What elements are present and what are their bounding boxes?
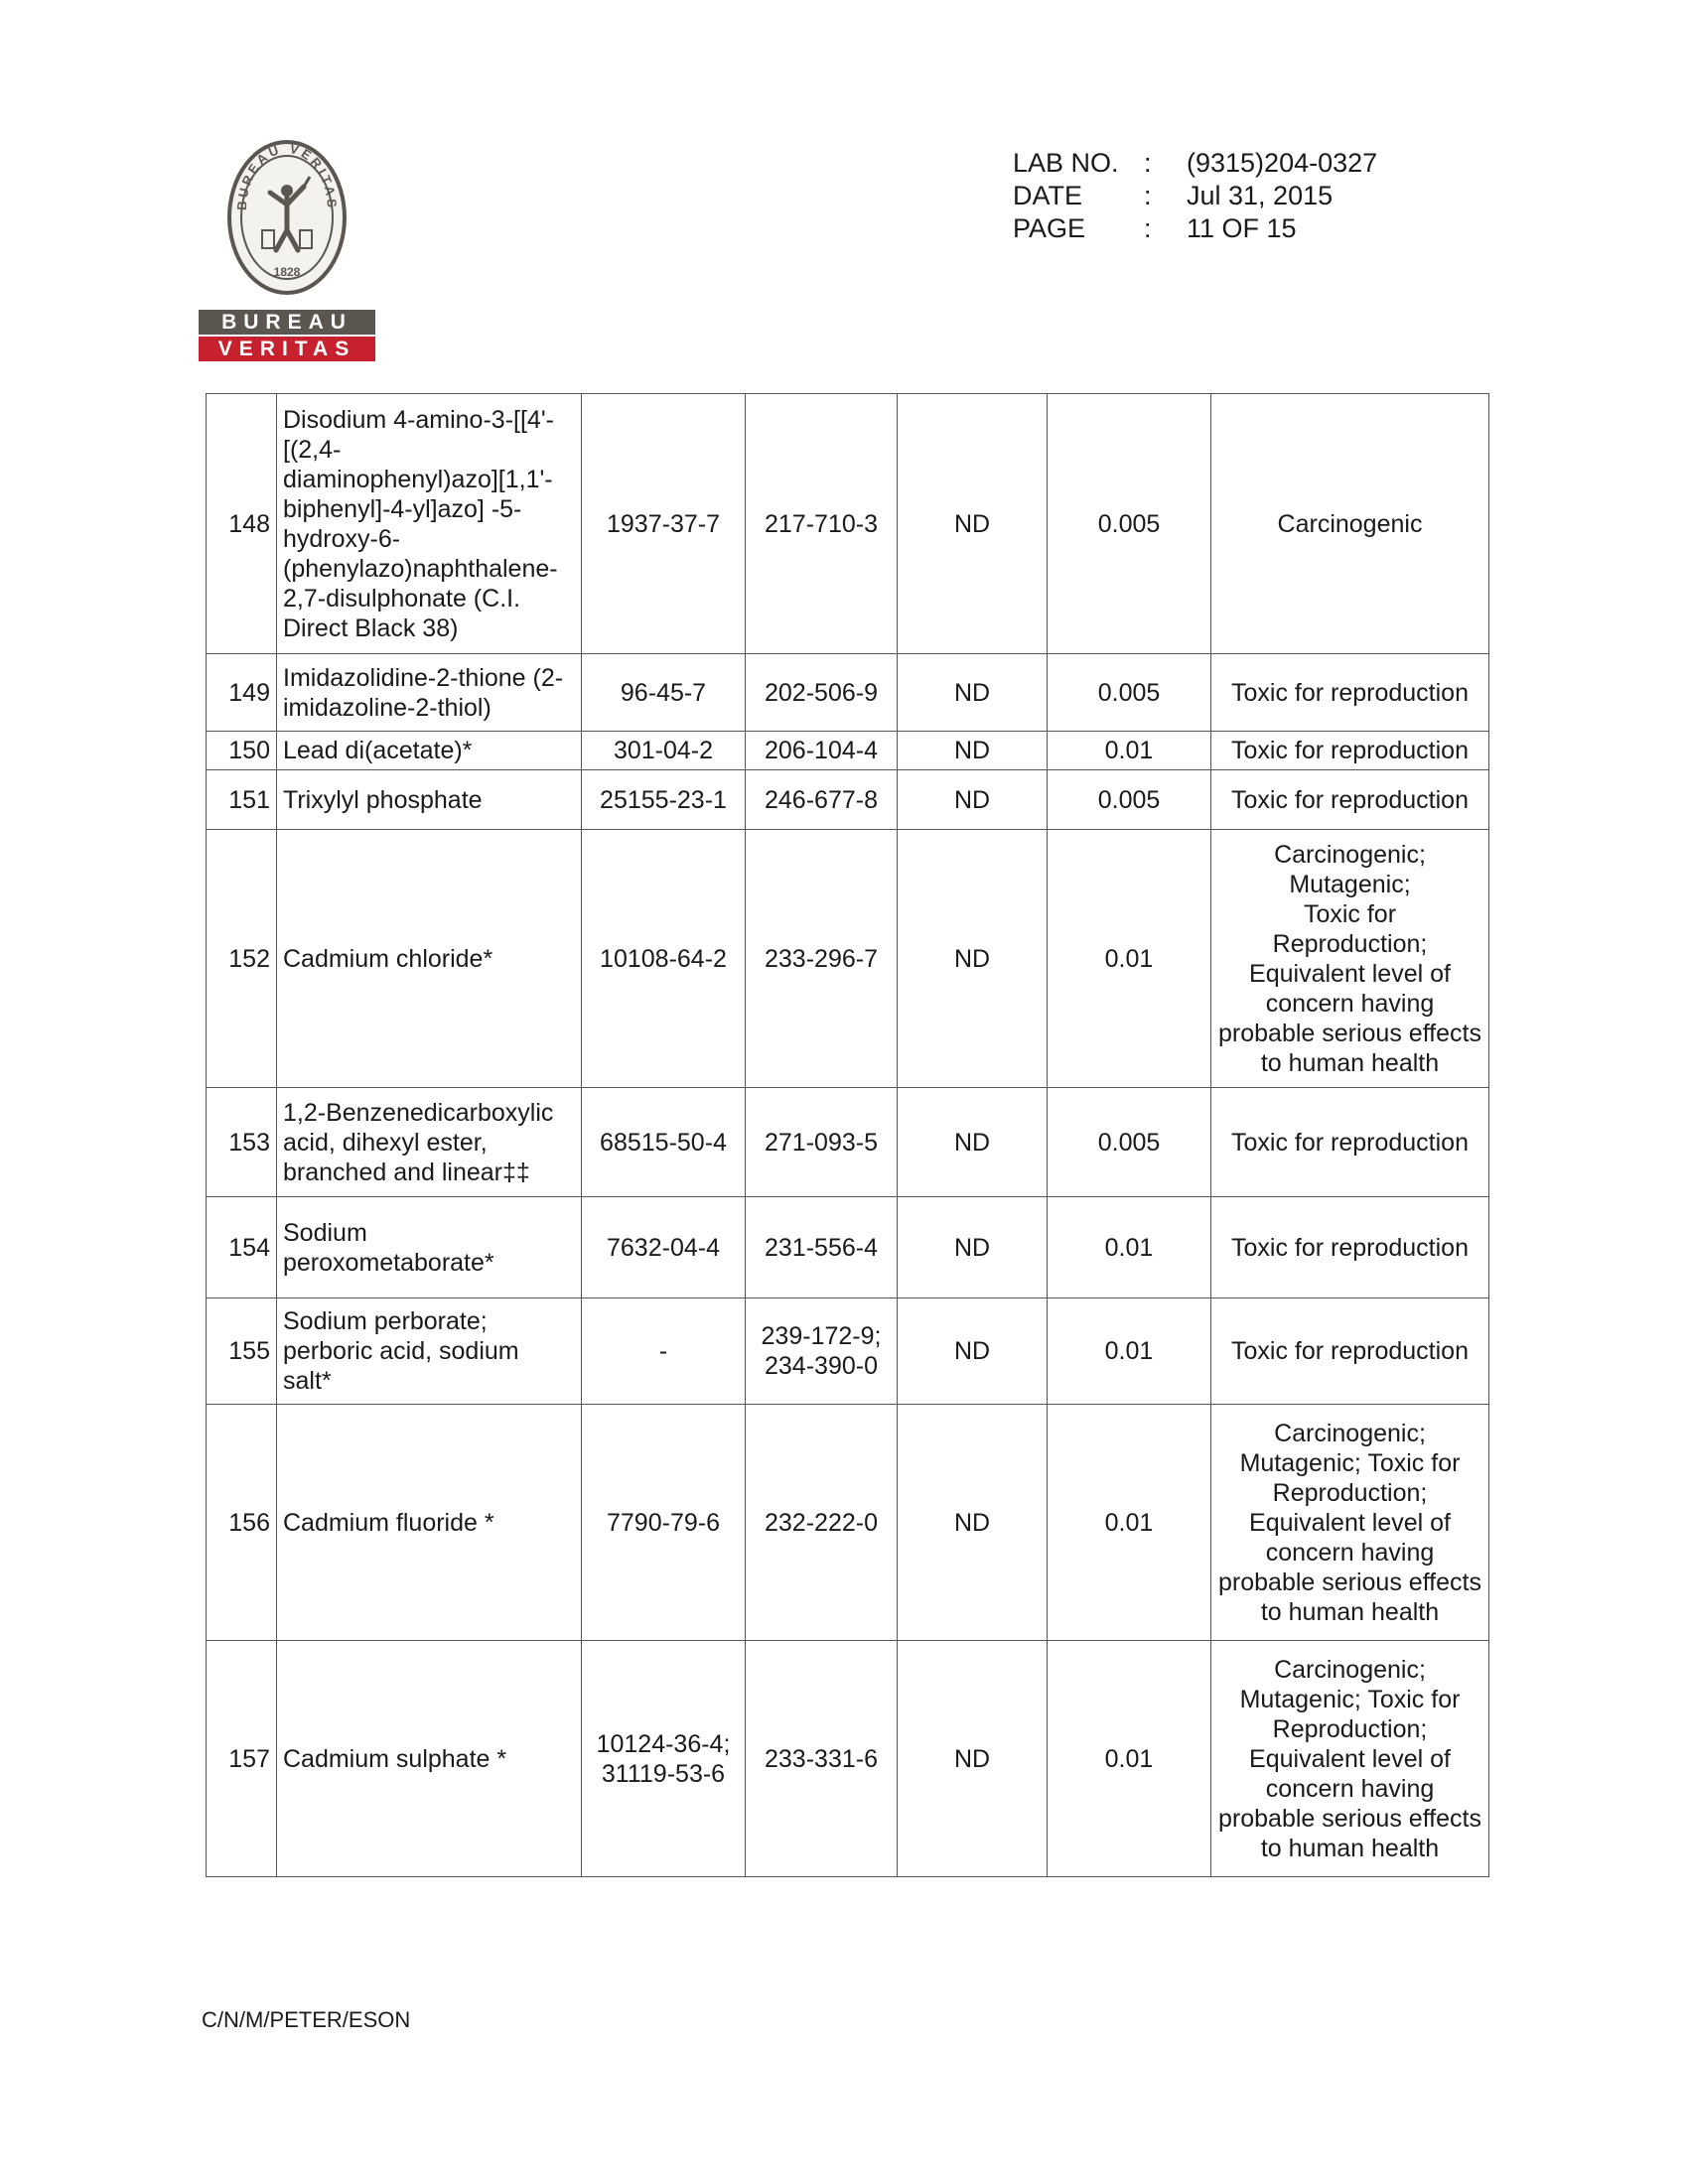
reason: Carcinogenic; Mutagenic; Toxic for Reproduction; Equivalent level of concern having probable serious effects to human health bbox=[1211, 1405, 1489, 1641]
ec-number: 217-710-3 bbox=[746, 394, 898, 654]
substance-name: Imidazolidine-2-thione (2- imidazoline-2-thiol) bbox=[277, 654, 582, 732]
cas-number: 68515-50-4 bbox=[582, 1088, 746, 1197]
seal-emblem-icon bbox=[226, 139, 348, 296]
ec-number: 246-677-8 bbox=[746, 770, 898, 830]
row-number: 150 bbox=[207, 732, 277, 770]
lab-no-label: LAB NO. bbox=[1013, 148, 1119, 178]
page-row bbox=[1013, 212, 1377, 245]
row-number: 148 bbox=[207, 394, 277, 654]
cas-number: 10124-36-4; 31119-53-6 bbox=[582, 1641, 746, 1877]
reason: Toxic for reproduction bbox=[1211, 1197, 1489, 1298]
reason: Toxic for reproduction bbox=[1211, 770, 1489, 830]
result: ND bbox=[898, 394, 1048, 654]
reason: Toxic for reproduction bbox=[1211, 654, 1489, 732]
substance-name: Disodium 4-amino-3-[[4'- [(2,4- diaminophenyl)azo][1,1'- biphenyl]-4-yl]azo] -5- hydroxy-6- (phenylazo)naphthalene- 2,7-disulphonate (C.I. Direct Black 38) bbox=[277, 394, 582, 654]
seal-year: 1828 bbox=[273, 265, 301, 279]
result: ND bbox=[898, 654, 1048, 732]
page-value: 11 OF 15 bbox=[1187, 213, 1297, 243]
ec-number: 202-506-9 bbox=[746, 654, 898, 732]
reason: Toxic for reproduction bbox=[1211, 732, 1489, 770]
brand-name-line2: VERITAS bbox=[199, 337, 375, 361]
result: ND bbox=[898, 830, 1048, 1088]
row-number: 156 bbox=[207, 1405, 277, 1641]
limit: 0.005 bbox=[1048, 1088, 1211, 1197]
table-row bbox=[207, 1197, 1489, 1298]
ec-number: 206-104-4 bbox=[746, 732, 898, 770]
limit: 0.01 bbox=[1048, 732, 1211, 770]
substance-name: Cadmium chloride* bbox=[277, 830, 582, 1088]
row-number: 157 bbox=[207, 1641, 277, 1877]
cas-number: 25155-23-1 bbox=[582, 770, 746, 830]
reason: Carcinogenic; Mutagenic; Toxic for Reproduction; Equivalent level of concern having probable serious effects to human health bbox=[1211, 1641, 1489, 1877]
table-row bbox=[207, 1298, 1489, 1405]
reason: Toxic for reproduction bbox=[1211, 1088, 1489, 1197]
ec-number: 232-222-0 bbox=[746, 1405, 898, 1641]
limit: 0.01 bbox=[1048, 1197, 1211, 1298]
limit: 0.005 bbox=[1048, 770, 1211, 830]
table-row bbox=[207, 1088, 1489, 1197]
row-number: 152 bbox=[207, 830, 277, 1088]
limit: 0.005 bbox=[1048, 654, 1211, 732]
table-row bbox=[207, 654, 1489, 732]
ec-number: 239-172-9; 234-390-0 bbox=[746, 1298, 898, 1405]
limit: 0.005 bbox=[1048, 394, 1211, 654]
row-number: 149 bbox=[207, 654, 277, 732]
result: ND bbox=[898, 1197, 1048, 1298]
cas-number: 1937-37-7 bbox=[582, 394, 746, 654]
substance-table bbox=[206, 393, 1489, 1877]
result: ND bbox=[898, 1298, 1048, 1405]
limit: 0.01 bbox=[1048, 830, 1211, 1088]
substance-name: Lead di(acetate)* bbox=[277, 732, 582, 770]
substance-name: Sodium perborate; perboric acid, sodium salt* bbox=[277, 1298, 582, 1405]
table-row bbox=[207, 1641, 1489, 1877]
lab-no-value: (9315)204-0327 bbox=[1187, 148, 1378, 178]
date-label: DATE bbox=[1013, 181, 1083, 210]
footer-reference: C/N/M/PETER/ESON bbox=[202, 2007, 411, 2032]
separator: : bbox=[1144, 213, 1152, 243]
result: ND bbox=[898, 732, 1048, 770]
lab-no-row bbox=[1013, 147, 1377, 180]
table-row bbox=[207, 394, 1489, 654]
cas-number: 7632-04-4 bbox=[582, 1197, 746, 1298]
cas-number: 301-04-2 bbox=[582, 732, 746, 770]
brand-name-line1: BUREAU bbox=[199, 310, 375, 335]
substance-name: Cadmium sulphate * bbox=[277, 1641, 582, 1877]
row-number: 153 bbox=[207, 1088, 277, 1197]
separator: : bbox=[1144, 148, 1152, 178]
table-row bbox=[207, 1405, 1489, 1641]
row-number: 151 bbox=[207, 770, 277, 830]
row-number: 154 bbox=[207, 1197, 277, 1298]
substance-name: Sodium peroxometaborate* bbox=[277, 1197, 582, 1298]
report-header-info bbox=[1013, 147, 1377, 245]
table-row bbox=[207, 732, 1489, 770]
ec-number: 233-296-7 bbox=[746, 830, 898, 1088]
cas-number: 7790-79-6 bbox=[582, 1405, 746, 1641]
substance-name: Trixylyl phosphate bbox=[277, 770, 582, 830]
result: ND bbox=[898, 1641, 1048, 1877]
cas-number: 96-45-7 bbox=[582, 654, 746, 732]
table-row bbox=[207, 770, 1489, 830]
result: ND bbox=[898, 770, 1048, 830]
ec-number: 271-093-5 bbox=[746, 1088, 898, 1197]
ec-number: 231-556-4 bbox=[746, 1197, 898, 1298]
limit: 0.01 bbox=[1048, 1298, 1211, 1405]
substance-name: Cadmium fluoride * bbox=[277, 1405, 582, 1641]
cas-number: - bbox=[582, 1298, 746, 1405]
page-label: PAGE bbox=[1013, 213, 1086, 243]
reason: Carcinogenic; Mutagenic; Toxic for Reproduction; Equivalent level of concern having probable serious effects to human health bbox=[1211, 830, 1489, 1088]
date-row bbox=[1013, 180, 1377, 212]
cas-number: 10108-64-2 bbox=[582, 830, 746, 1088]
separator: : bbox=[1144, 181, 1152, 210]
reason: Carcinogenic bbox=[1211, 394, 1489, 654]
substance-name: 1,2-Benzenedicarboxylic acid, dihexyl ester, branched and linear‡‡ bbox=[277, 1088, 582, 1197]
limit: 0.01 bbox=[1048, 1641, 1211, 1877]
reason: Toxic for reproduction bbox=[1211, 1298, 1489, 1405]
table-row bbox=[207, 830, 1489, 1088]
result: ND bbox=[898, 1405, 1048, 1641]
result: ND bbox=[898, 1088, 1048, 1197]
ec-number: 233-331-6 bbox=[746, 1641, 898, 1877]
date-value: Jul 31, 2015 bbox=[1187, 181, 1334, 210]
row-number: 155 bbox=[207, 1298, 277, 1405]
limit: 0.01 bbox=[1048, 1405, 1211, 1641]
bureau-veritas-logo bbox=[199, 139, 375, 365]
svg-text:BUREAU VERITAS: BUREAU VERITAS bbox=[233, 140, 341, 211]
